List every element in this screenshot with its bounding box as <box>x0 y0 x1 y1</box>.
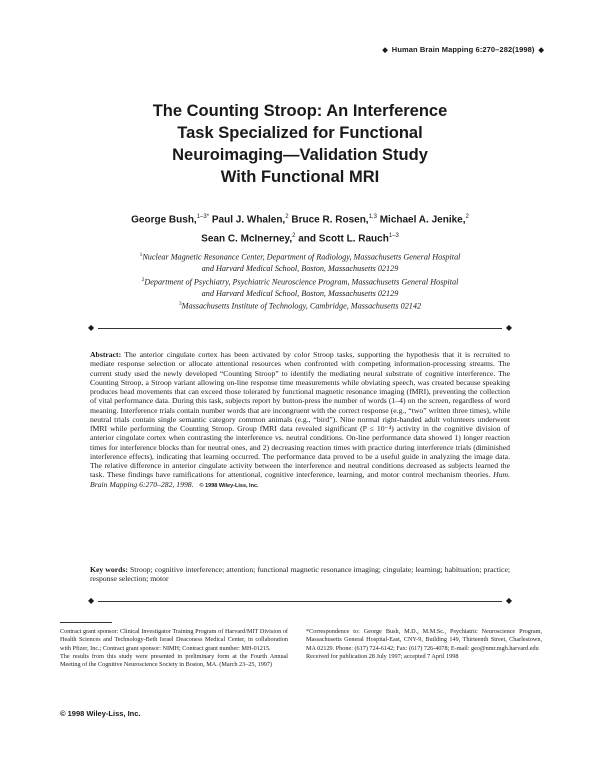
author-name: Paul J. Whalen, <box>211 214 286 226</box>
publisher-copyright: © 1998 Wiley-Liss, Inc. <box>60 709 141 718</box>
author-affil-sup: 1–3* <box>196 214 210 220</box>
diamond-icon: ◆ <box>505 323 512 332</box>
paper-title <box>0 100 600 188</box>
funding-footnote: Contract grant sponsor: Clinical Investigator Training Program of Harvard/MIT Division of Health Sciences and Technology-Beth Israel Deaconess Medical Center, in collaboration with Pfizer, Inc.; Contract grant sponsor: NIMH; Contract grant number: MH-01215. <box>60 628 288 652</box>
affiliation-line <box>0 275 600 288</box>
author-affil-sup: 2 <box>292 233 296 240</box>
title-line: The Counting Stroop: An Interference <box>152 102 448 120</box>
divider-line <box>98 601 502 602</box>
keywords <box>90 565 510 584</box>
author-name: Sean C. McInerney, <box>201 233 293 245</box>
affiliation-text: Department of Psychiatry, Psychiatric Neuroscience Program, Massachusetts General Hospital <box>144 277 459 287</box>
abstract <box>90 350 510 491</box>
title-line: Neuroimaging—Validation Study <box>172 146 428 164</box>
diamond-icon: ◆ <box>505 596 512 605</box>
affiliations <box>0 250 600 313</box>
author-affil-sup: 1,3 <box>368 214 377 220</box>
affiliation-line <box>0 250 600 263</box>
running-head <box>382 45 544 54</box>
affiliation-text: Nuclear Magnetic Resonance Center, Department of Radiology, Massachusetts General Hospital <box>142 252 461 262</box>
affiliation-text: Massachusetts Institute of Technology, Cambridge, Massachusetts 02142 <box>181 302 422 312</box>
abstract-copyright: © 1998 Wiley-Liss, Inc. <box>199 482 259 489</box>
affiliation-number: 2 <box>141 276 145 283</box>
correspondence-footnote: *Correspondence to: George Bush, M.D., M.M.Sc., Psychiatric Neuroscience Program, Massachusetts General Hospital-East, CNY-9, Building 149, Thirteenth Street, Charlestown, MA 02129. Phone: (617) 724-6142; Fax: (617) 726-4078; E-mail: geo@nmr.mgh.harvard.edu <box>306 628 542 652</box>
journal-citation: Human Brain Mapping 6:270–282(1998) <box>391 45 535 54</box>
diamond-icon: ◆ <box>88 596 95 605</box>
author-name: and Scott L. Rauch <box>298 233 389 245</box>
author-line <box>0 209 600 228</box>
title-line: Task Specialized for Functional <box>177 124 423 142</box>
received-footnote: Received for publication 28 July 1997; accepted 7 April 1998 <box>306 652 459 660</box>
author-name: Bruce R. Rosen, <box>291 214 369 226</box>
affiliation-line: and Harvard Medical School, Boston, Massachusetts 02129 <box>201 264 399 274</box>
section-divider <box>88 596 512 606</box>
title-line: With Functional MRI <box>220 168 380 186</box>
diamond-icon: ◆ <box>538 46 544 54</box>
divider-line <box>98 328 502 329</box>
diamond-icon: ◆ <box>382 46 388 54</box>
author-affil-sup: 2 <box>465 214 469 220</box>
author-name: Michael A. Jenike, <box>379 214 466 226</box>
affiliation-line: and Harvard Medical School, Boston, Massachusetts 02129 <box>201 288 399 298</box>
affiliation-number: 1 <box>139 252 143 258</box>
footnotes-left <box>60 628 288 669</box>
abstract-citation: Hum. Brain Mapping 6:270–282, 1998. <box>90 470 511 489</box>
author-affil-sup: 2 <box>285 214 289 220</box>
abstract-body: The anterior cingulate cortex has been activated by color Stroop tasks, supporting the hypothesis that it is recruited to mediate response selection or allocate attentional resources when confronted with competing information-processing streams. The current study used the newly developed “Counting Stroop” to identify the mediating neural substrate of cognitive interference. The Counting Stroop, a Stroop variant allowing on-line response time measurements while obviating speech, was created because speaking produces head movements that can exceed those tolerated by functional magnetic resonance imaging (fMRI), preventing the collection of vital performance data. During this task, subjects report by button-press the number of words (1–4) on the screen, regardless of word meaning. Interference trials contain number words that are incongruent with the correct response (e.g., “two” written three times), while neutral trials contain single semantic category common animals (e.g., “bird”). Nine normal right-handed adult volunteers underwent fMRI while performing the Counting Stroop. Group fMRI data revealed significant (P ≤ 10⁻⁴) activity in the cognitive division of anterior cingulate cortex when contrasting the interference vs. neutral conditions. On-line performance data showed 1) longer reaction times for interference blocks than for neutral ones, and 2) decreasing reaction times with practice during interference trials (diminished interference effects), indicating that learning occurred. The performance data proved to be a useful guide in analyzing the image data. The relative difference in anterior cingulate activity between the interference and neutral conditions decreased as subjects learned the task. These findings have ramifications for attentional, cognitive interference, learning, and motor control mechanism theories. <box>90 350 510 480</box>
affiliation-number: 3 <box>178 301 182 308</box>
author-list <box>0 209 600 248</box>
author-line <box>0 228 600 247</box>
author-affil-sup: 1–3 <box>388 233 399 240</box>
section-divider <box>88 323 512 333</box>
presentation-footnote: The results from this study were presented in preliminary form at the Fourth Annual Meeting of the Cognitive Neuroscience Society in Boston, MA. (March 23–25, 1997) <box>60 652 288 669</box>
author-name: George Bush, <box>131 214 197 226</box>
affiliation-line <box>0 299 600 312</box>
diamond-icon: ◆ <box>88 323 95 332</box>
keywords-label: Key words: <box>90 565 128 574</box>
footnotes-right <box>306 628 542 661</box>
footnote-rule <box>60 622 112 623</box>
keywords-body: Stroop; cognitive interference; attention; functional magnetic resonance imaging; cingulate; learning; habituation; practice; response selection; motor <box>90 565 510 584</box>
abstract-label: Abstract: <box>90 350 122 359</box>
